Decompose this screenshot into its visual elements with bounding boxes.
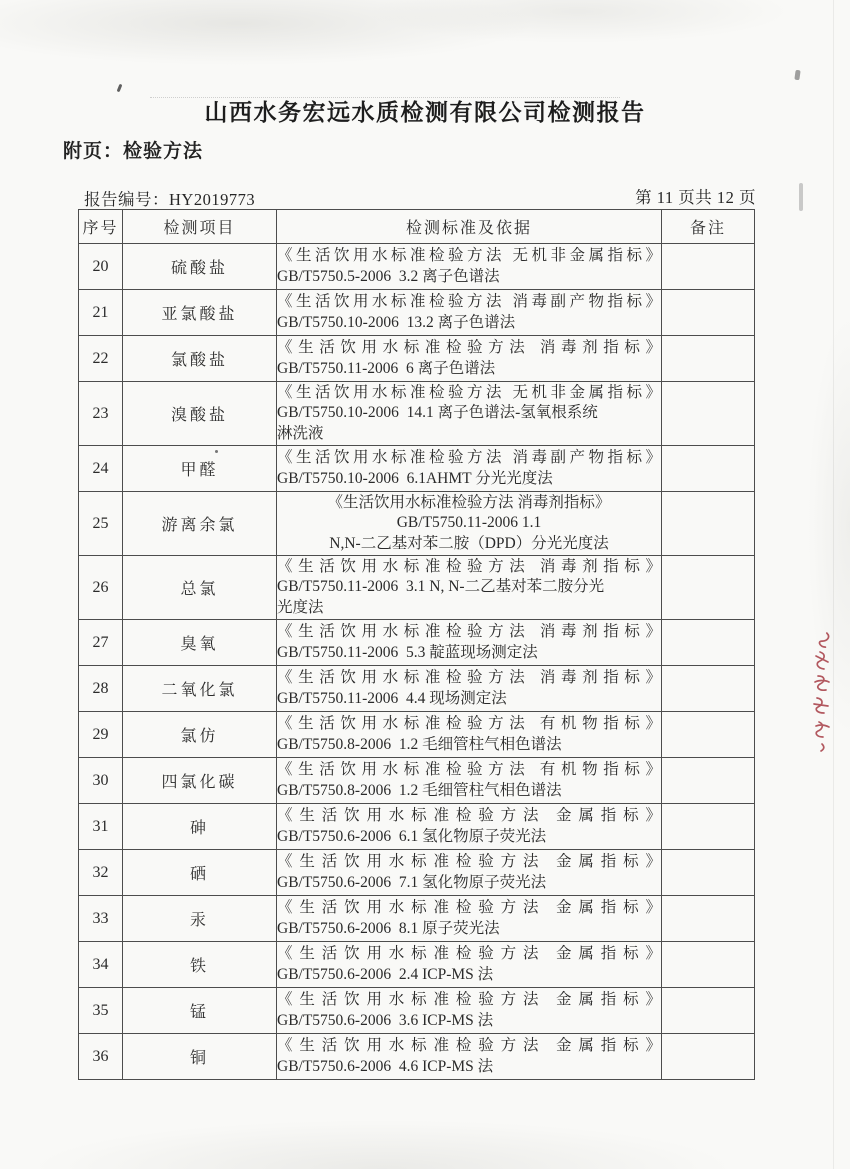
standard-line: GB/T5750.6-2006 3.6 ICP-MS 法 bbox=[277, 1011, 494, 1029]
column-header-no: 序号 bbox=[79, 210, 123, 244]
test-item-cell: 总氯 bbox=[123, 556, 277, 620]
row-number-cell: 36 bbox=[79, 1034, 123, 1080]
standard-line: GB/T5750.11-2006 1.1 bbox=[396, 514, 542, 532]
table-row bbox=[79, 492, 755, 556]
scan-fold-line bbox=[150, 97, 620, 98]
scan-dot bbox=[215, 450, 218, 453]
table-row bbox=[79, 666, 755, 712]
test-item-cell: 四氯化碳 bbox=[123, 758, 277, 804]
standard-cell bbox=[277, 988, 662, 1034]
standard-line: GB/T5750.6-2006 6.1 氢化物原子荧光法 bbox=[277, 827, 547, 845]
report-number: 报告编号：HY2019773 bbox=[84, 190, 256, 209]
standard-cell bbox=[277, 666, 662, 712]
test-item-cell: 汞 bbox=[123, 896, 277, 942]
test-item-cell: 亚氯酸盐 bbox=[123, 290, 277, 336]
standard-line: GB/T5750.10-2006 6.1AHMT 分光光度法 bbox=[277, 469, 553, 487]
row-number-cell: 29 bbox=[79, 712, 123, 758]
table-header-row bbox=[79, 210, 755, 244]
standard-cell bbox=[277, 896, 662, 942]
standard-line: GB/T5750.11-2006 3.1 N, N-二乙基对苯二胺分光 bbox=[277, 578, 605, 596]
appendix-heading: 附页：检验方法 bbox=[63, 141, 204, 162]
standard-line: 《生活饮用水标准检验方法 金属指标》 bbox=[277, 807, 661, 824]
methods-table bbox=[78, 209, 755, 1080]
remark-cell bbox=[662, 666, 755, 712]
table-row bbox=[79, 244, 755, 290]
remark-cell bbox=[662, 290, 755, 336]
standard-line: 《生活饮用水标准检验方法 金属指标》 bbox=[277, 853, 661, 870]
standard-line: 《生活饮用水标准检验方法 无机非金属指标》 bbox=[277, 383, 661, 401]
standard-line: 《生活饮用水标准检验方法 消毒剂指标》 bbox=[277, 669, 661, 686]
remark-cell bbox=[662, 446, 755, 492]
standard-line: 《生活饮用水标准检验方法 消毒剂指标》 bbox=[327, 493, 611, 511]
table-row bbox=[79, 1034, 755, 1080]
standard-line: GB/T5750.10-2006 13.2 离子色谱法 bbox=[277, 313, 516, 331]
scan-edge-speck bbox=[799, 183, 803, 211]
standard-line: 《生活饮用水标准检验方法 金属指标》 bbox=[277, 991, 661, 1008]
test-item-cell: 砷 bbox=[123, 804, 277, 850]
table-row bbox=[79, 382, 755, 446]
standard-line: GB/T5750.11-2006 4.4 现场测定法 bbox=[277, 689, 507, 707]
scan-edge-line bbox=[833, 0, 834, 1169]
standard-cell bbox=[277, 290, 662, 336]
table-row bbox=[79, 896, 755, 942]
table-row bbox=[79, 446, 755, 492]
remark-cell bbox=[662, 336, 755, 382]
column-header-remark: 备注 bbox=[662, 210, 755, 244]
row-number-cell: 30 bbox=[79, 758, 123, 804]
standard-line: GB/T5750.11-2006 5.3 靛蓝现场测定法 bbox=[277, 643, 538, 661]
standard-line: 光度法 bbox=[277, 598, 324, 616]
standard-cell bbox=[277, 492, 662, 556]
standard-line: 《生活饮用水标准检验方法 消毒剂指标》 bbox=[277, 557, 661, 575]
standard-line: 《生活饮用水标准检验方法 金属指标》 bbox=[277, 945, 661, 962]
standard-line: GB/T5750.6-2006 8.1 原子荧光法 bbox=[277, 919, 500, 937]
row-number-cell: 24 bbox=[79, 446, 123, 492]
standard-line: 《生活饮用水标准检验方法 消毒副产物指标》 bbox=[277, 293, 661, 310]
standard-line: 《生活饮用水标准检验方法 金属指标》 bbox=[277, 1037, 661, 1054]
table-row bbox=[79, 290, 755, 336]
row-number-cell: 27 bbox=[79, 620, 123, 666]
row-number-cell: 32 bbox=[79, 850, 123, 896]
standard-line: 《生活饮用水标准检验方法 无机非金属指标》 bbox=[277, 247, 661, 264]
row-number-cell: 28 bbox=[79, 666, 123, 712]
handwritten-red-annotation-icon bbox=[806, 626, 838, 754]
row-number-cell: 34 bbox=[79, 942, 123, 988]
remark-cell bbox=[662, 492, 755, 556]
row-number-cell: 25 bbox=[79, 492, 123, 556]
remark-cell bbox=[662, 1034, 755, 1080]
standard-cell bbox=[277, 712, 662, 758]
remark-cell bbox=[662, 942, 755, 988]
standard-cell bbox=[277, 382, 662, 446]
standard-line: N,N-二乙基对苯二胺（DPD）分光光度法 bbox=[329, 534, 609, 552]
standard-line: 《生活饮用水标准检验方法 有机物指标》 bbox=[277, 715, 661, 732]
remark-cell bbox=[662, 988, 755, 1034]
test-item-cell: 氯酸盐 bbox=[123, 336, 277, 382]
test-item-cell: 锰 bbox=[123, 988, 277, 1034]
table-body bbox=[79, 244, 755, 1080]
remark-cell bbox=[662, 556, 755, 620]
standard-line: GB/T5750.10-2006 14.1 离子色谱法-氢氧根系统 bbox=[277, 404, 598, 422]
standard-line: 《生活饮用水标准检验方法 有机物指标》 bbox=[277, 761, 661, 778]
standard-cell bbox=[277, 1034, 662, 1080]
scan-speck bbox=[117, 84, 123, 93]
standard-cell bbox=[277, 758, 662, 804]
standard-line: 《生活饮用水标准检验方法 金属指标》 bbox=[277, 899, 661, 916]
row-number-cell: 33 bbox=[79, 896, 123, 942]
table-row bbox=[79, 620, 755, 666]
standard-cell bbox=[277, 244, 662, 290]
page-title: 山西水务宏远水质检测有限公司检测报告 bbox=[204, 99, 646, 125]
scan-edge-speck bbox=[794, 70, 800, 81]
test-item-cell: 铁 bbox=[123, 942, 277, 988]
column-header-item: 检测项目 bbox=[123, 210, 277, 244]
row-number-cell: 22 bbox=[79, 336, 123, 382]
standard-cell bbox=[277, 620, 662, 666]
test-item-cell: 硫酸盐 bbox=[123, 244, 277, 290]
remark-cell bbox=[662, 758, 755, 804]
row-number-cell: 26 bbox=[79, 556, 123, 620]
standard-line: GB/T5750.8-2006 1.2 毛细管柱气相色谱法 bbox=[277, 735, 562, 753]
row-number-cell: 20 bbox=[79, 244, 123, 290]
table-row bbox=[79, 804, 755, 850]
test-item-cell: 二氧化氯 bbox=[123, 666, 277, 712]
standard-line: GB/T5750.11-2006 6 离子色谱法 bbox=[277, 359, 496, 377]
table-row bbox=[79, 758, 755, 804]
table-row bbox=[79, 556, 755, 620]
remark-cell bbox=[662, 804, 755, 850]
test-item-cell: 臭氧 bbox=[123, 620, 277, 666]
column-header-standard: 检测标准及依据 bbox=[277, 210, 662, 244]
standard-line: 《生活饮用水标准检验方法 消毒剂指标》 bbox=[277, 339, 661, 356]
table-row bbox=[79, 988, 755, 1034]
row-number-cell: 31 bbox=[79, 804, 123, 850]
standard-line: 《生活饮用水标准检验方法 消毒副产物指标》 bbox=[277, 449, 661, 466]
test-item-cell: 溴酸盐 bbox=[123, 382, 277, 446]
remark-cell bbox=[662, 244, 755, 290]
test-item-cell: 氯仿 bbox=[123, 712, 277, 758]
standard-line: GB/T5750.8-2006 1.2 毛细管柱气相色谱法 bbox=[277, 781, 562, 799]
row-number-cell: 21 bbox=[79, 290, 123, 336]
standard-line: GB/T5750.5-2006 3.2 离子色谱法 bbox=[277, 267, 500, 285]
table-row bbox=[79, 712, 755, 758]
row-number-cell: 23 bbox=[79, 382, 123, 446]
standard-cell bbox=[277, 850, 662, 896]
test-item-cell: 硒 bbox=[123, 850, 277, 896]
table-row bbox=[79, 942, 755, 988]
standard-line: 淋洗液 bbox=[277, 424, 324, 442]
remark-cell bbox=[662, 850, 755, 896]
table-row bbox=[79, 850, 755, 896]
test-item-cell: 甲醛 bbox=[123, 446, 277, 492]
test-item-cell: 铜 bbox=[123, 1034, 277, 1080]
remark-cell bbox=[662, 382, 755, 446]
standard-cell bbox=[277, 336, 662, 382]
test-item-cell: 游离余氯 bbox=[123, 492, 277, 556]
remark-cell bbox=[662, 896, 755, 942]
standard-line: GB/T5750.6-2006 4.6 ICP-MS 法 bbox=[277, 1057, 494, 1075]
standard-cell bbox=[277, 942, 662, 988]
standard-cell bbox=[277, 804, 662, 850]
table-row bbox=[79, 336, 755, 382]
standard-line: GB/T5750.6-2006 2.4 ICP-MS 法 bbox=[277, 965, 494, 983]
standard-cell bbox=[277, 446, 662, 492]
standard-line: 《生活饮用水标准检验方法 消毒剂指标》 bbox=[277, 623, 661, 640]
standard-cell bbox=[277, 556, 662, 620]
remark-cell bbox=[662, 712, 755, 758]
page-indicator: 第 11 页共 12 页 bbox=[635, 188, 756, 207]
remark-cell bbox=[662, 620, 755, 666]
row-number-cell: 35 bbox=[79, 988, 123, 1034]
standard-line: GB/T5750.6-2006 7.1 氢化物原子荧光法 bbox=[277, 873, 547, 891]
